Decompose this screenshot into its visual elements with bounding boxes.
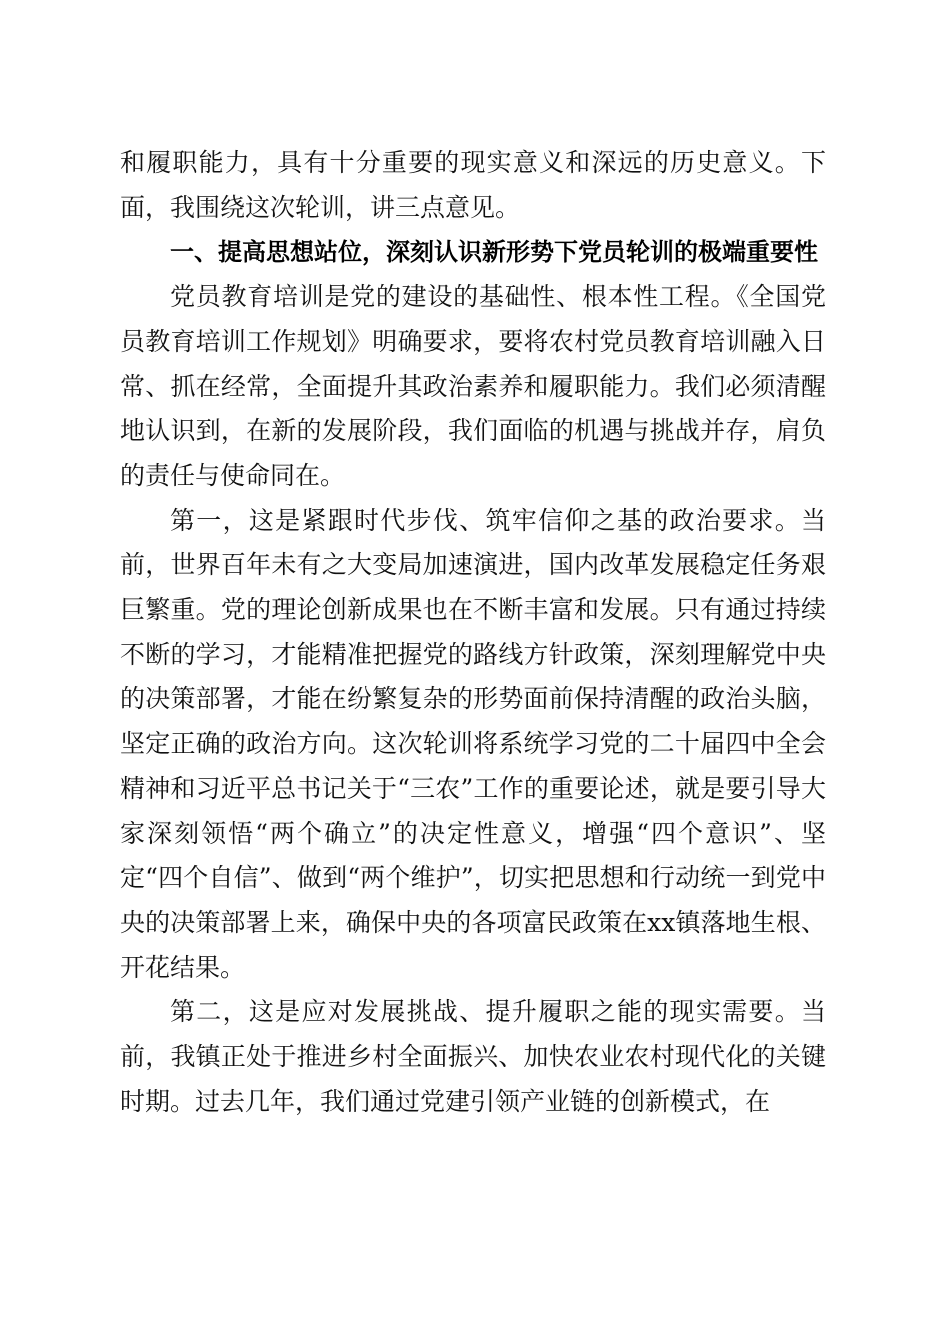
body-paragraph-3: 第二，这是应对发展挑战、提升履职之能的现实需要。当前，我镇正处于推进乡村全面振兴、加快农业农村现代化的关键时期。过去几年，我们通过党建引领产业链的创新模式，在 [120,997,826,1116]
section-heading-1: 一、提高思想站位，深刻认识新形势下党员轮训的极端重要性 [170,238,818,267]
document-body [120,141,826,1124]
intro-paragraph-continued: 和履职能力，具有十分重要的现实意义和深远的历史意义。下面，我围绕这次轮训，讲三点意见。 [120,148,826,222]
body-paragraph-1: 党员教育培训是党的建设的基础性、根本性工程。《全国党员教育培训工作规划》明确要求，要将农村党员教育培训融入日常、抓在经常，全面提升其政治素养和履职能力。我们必须清醒地认识到，在新的发展阶段，我们面临的机遇与挑战并存，肩负的责任与使命同在。 [120,282,826,490]
body-paragraph-2: 第一，这是紧跟时代步伐、筑牢信仰之基的政治要求。当前，世界百年未有之大变局加速演进，国内改革发展稳定任务艰巨繁重。党的理论创新成果也在不断丰富和发展。只有通过持续不断的学习，才能精准把握党的路线方针政策，深刻理解党中央的决策部署，才能在纷繁复杂的形势面前保持清醒的政治头脑，坚定正确的政治方向。这次轮训将系统学习党的二十届四中全会精神和习近平总书记关于“三农”工作的重要论述，就是要引导大家深刻领悟“两个确立”的决定性意义，增强“四个意识”、坚定“四个自信”、做到“两个维护”，切实把思想和行动统一到党中央的决策部署上来，确保中央的各项富民政策在xx镇落地生根、开花结果。 [120,505,826,982]
